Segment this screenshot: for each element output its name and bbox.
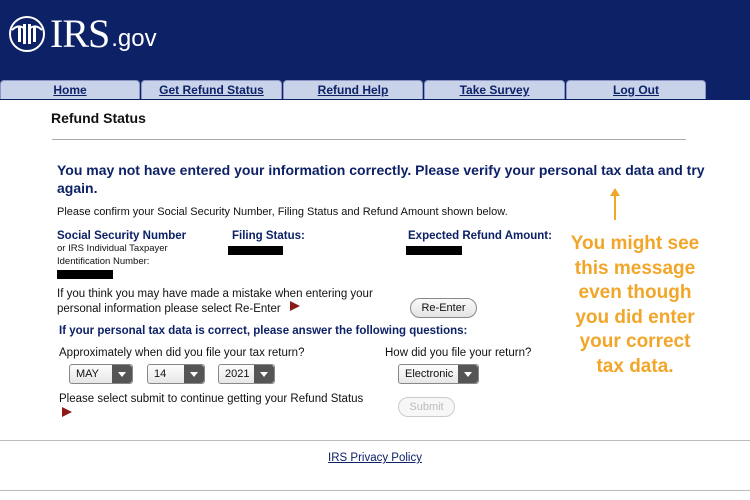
when-file-label: Approximately when did you file your tax return?	[59, 347, 305, 359]
page-title: Refund Status	[51, 110, 146, 126]
annotation-line: you did enter	[575, 306, 695, 328]
submit-button[interactable]: Submit	[398, 397, 455, 417]
reenter-button[interactable]: Re-Enter	[410, 298, 477, 318]
annotation-note	[560, 232, 710, 379]
filing-status-redacted-value	[228, 246, 283, 255]
month-select[interactable]	[69, 364, 133, 384]
tab-get-refund-status[interactable]: Get Refund Status	[141, 80, 282, 99]
annotation-line: You might see	[570, 233, 700, 254]
irs-logo[interactable]	[8, 11, 157, 56]
chevron-down-icon	[254, 365, 274, 383]
main-nav	[0, 80, 707, 100]
filing-status-label: Filing Status:	[232, 230, 305, 242]
error-message: You may not have entered your information correctly. Please verify your personal tax data and try again.	[57, 162, 705, 196]
day-select-value: 14	[154, 368, 167, 380]
privacy-policy-link[interactable]: IRS Privacy Policy	[328, 452, 422, 464]
day-select[interactable]	[147, 364, 205, 384]
annotation-arrow-line	[614, 193, 616, 220]
chevron-down-icon	[184, 365, 204, 383]
annotation-line: this message	[574, 257, 696, 279]
ssn-sublabel-1: or IRS Individual Taxpayer	[57, 243, 168, 254]
questions-heading: If your personal tax data is correct, please answer the following questions:	[59, 325, 468, 337]
mistake-text-line-1: If you think you may have made a mistake when entering your	[57, 288, 373, 300]
refund-amount-label: Expected Refund Amount:	[408, 230, 552, 242]
year-select-value: 2021	[225, 368, 250, 380]
eagle-logo-icon	[8, 14, 46, 54]
footer-divider	[0, 440, 750, 441]
how-file-label: How did you file your return?	[385, 347, 532, 359]
year-select[interactable]	[218, 364, 275, 384]
footer-bottom-divider	[0, 490, 750, 491]
submit-arrow-icon	[62, 407, 72, 417]
refund-amount-redacted-value	[406, 246, 462, 255]
ssn-label: Social Security Number	[57, 230, 187, 242]
annotation-line: tax data.	[596, 355, 674, 377]
month-select-value: MAY	[76, 368, 100, 380]
submit-instructions: Please select submit to continue getting your Refund Status	[59, 393, 364, 405]
ssn-sublabel-2: Identification Number:	[57, 256, 150, 267]
tab-log-out[interactable]: Log Out	[566, 80, 706, 99]
tab-refund-help[interactable]: Refund Help	[283, 80, 423, 99]
confirm-instructions: Please confirm your Social Security Number, Filing Status and Refund Amount shown below.	[57, 206, 508, 218]
chevron-down-icon	[112, 365, 132, 383]
filing-method-select[interactable]	[398, 364, 479, 384]
logo-suffix: .gov	[111, 25, 157, 52]
logo-text: IRS	[50, 11, 110, 56]
tab-home[interactable]: Home	[0, 80, 140, 99]
site-header	[0, 0, 750, 80]
annotation-line: even though	[578, 282, 692, 303]
filing-method-select-value: Electronic	[405, 368, 454, 380]
mistake-text-line-2: personal information please select Re-Enter	[57, 303, 281, 315]
title-divider	[52, 139, 686, 140]
ssn-redacted-value	[57, 270, 113, 279]
annotation-line: your correct	[579, 331, 691, 352]
chevron-down-icon	[458, 365, 478, 383]
reenter-arrow-icon	[290, 301, 300, 311]
tab-take-survey[interactable]: Take Survey	[424, 80, 565, 99]
